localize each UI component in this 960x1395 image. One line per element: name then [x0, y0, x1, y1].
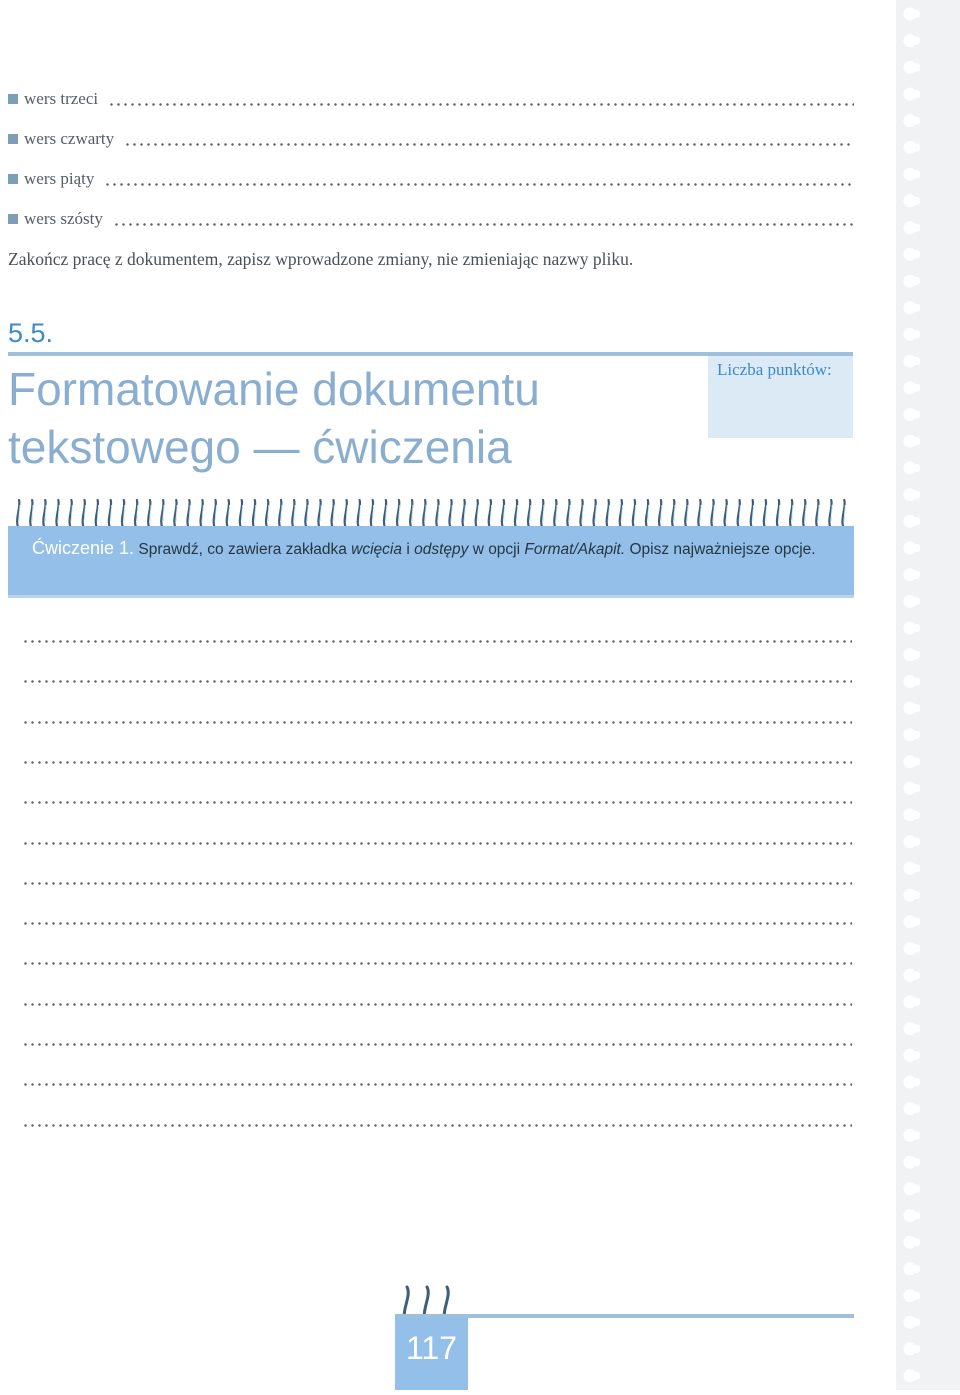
- answer-line[interactable]: [22, 882, 852, 885]
- dotted-leader: [113, 223, 854, 226]
- answer-line[interactable]: [22, 1043, 852, 1046]
- exercise-emphasis-1: wcięcia: [351, 541, 402, 558]
- answer-line[interactable]: [22, 962, 852, 965]
- margin-strip: [896, 0, 960, 1390]
- answer-line[interactable]: [22, 1124, 852, 1127]
- exercise-label: Ćwiczenie 1.: [32, 538, 135, 558]
- answer-line[interactable]: [22, 761, 852, 764]
- answer-line[interactable]: [22, 680, 852, 683]
- dotted-leader: [108, 103, 854, 106]
- page-number-box: [395, 1318, 468, 1390]
- bullet-square-icon: [8, 94, 18, 104]
- instruction-text: Zakończ pracę z dokumentem, zapisz wprowadzone zmiany, nie zmieniając nazwy pliku.: [8, 249, 634, 269]
- bullet-square-icon: [8, 134, 18, 144]
- exercise-box: [8, 526, 854, 598]
- answer-line[interactable]: [22, 1003, 852, 1006]
- section-title: [8, 360, 688, 476]
- dotted-leader: [104, 183, 854, 186]
- section-title-line2: tekstowego — ćwiczenia: [8, 421, 512, 473]
- exercise-text-2: i: [406, 541, 410, 558]
- dotted-leader: [124, 143, 854, 146]
- answer-line[interactable]: [22, 801, 852, 804]
- answer-line[interactable]: [22, 922, 852, 925]
- exercise-text-1: Sprawdź, co zawiera zakładka: [138, 541, 347, 558]
- bullet-label: wers piąty: [24, 169, 95, 188]
- bullet-line-2: [8, 128, 854, 150]
- answer-line[interactable]: [22, 1083, 852, 1086]
- exercise-emphasis-3: Format/Akapit.: [524, 541, 626, 558]
- bullet-square-icon: [8, 214, 18, 224]
- points-label: Liczba punktów:: [717, 360, 832, 379]
- margin-spiral-icon: [896, 0, 960, 1390]
- bullet-label: wers czwarty: [24, 129, 115, 148]
- answer-line[interactable]: [22, 842, 852, 845]
- bullet-line-1: [8, 88, 854, 110]
- exercise-text-4: Opisz najważniejsze opcje.: [629, 541, 816, 558]
- bullet-square-icon: [8, 174, 18, 184]
- section-title-line1: Formatowanie dokumentu: [8, 363, 540, 415]
- bullet-label: wers trzeci: [24, 89, 99, 108]
- answer-line[interactable]: [22, 721, 852, 724]
- bullet-line-3: [8, 168, 854, 190]
- answer-line[interactable]: [22, 640, 852, 643]
- points-box: [708, 356, 853, 438]
- exercise-emphasis-2: odstępy: [414, 541, 469, 558]
- bullet-label: wers szósty: [24, 209, 103, 228]
- page-number: 117: [405, 1330, 457, 1366]
- section-number: 5.5.: [8, 318, 54, 348]
- bullet-line-4: [8, 208, 854, 230]
- exercise-text-3: w opcji: [472, 541, 521, 558]
